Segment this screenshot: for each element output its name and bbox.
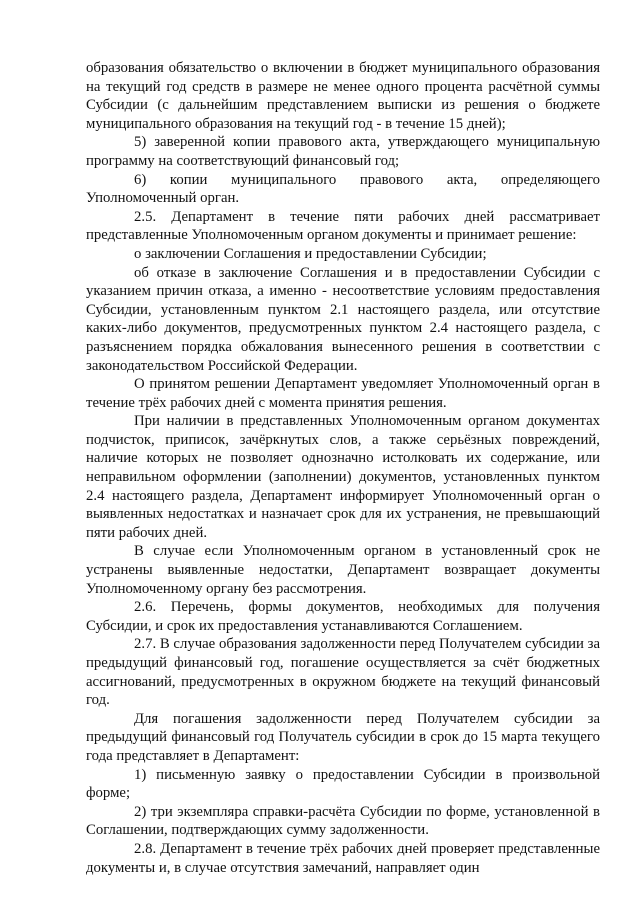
paragraph: 1) письменную заявку о предоставлении Субсидии в произвольной форме; bbox=[86, 766, 600, 802]
paragraph: В случае если Уполномоченным органом в установленный срок не устранены выявленные недостатки, Департамент возвращает документы Уполномоченному органу без рассмотрения. bbox=[86, 543, 600, 597]
paragraph: При наличии в представленных Уполномоченным органом документах подчисток, приписок, зачёркнутых слов, а также серьёзных повреждений, наличие которых не позволяет однозначно истолковать их содержание, или неправильном оформлении (заполнении) документов, установленных пунктом 2.4 настоящего раздела, Департамент информирует Уполномоченный орган о выявленных недостатках и назначает срок для их устранения, не превышающий пяти рабочих дней. bbox=[86, 413, 600, 541]
paragraph: об отказе в заключение Соглашения и в предоставлении Субсидии с указанием причин отказа, а именно - несоответствие условиям предоставления Субсидии, установленным пунктом 2.1 настоящего раздела, или отсутствие каких-либо документов, предусмотренных пунктом 2.4 настоящего раздела, с разъяснением порядка обжалования вынесенного решения в соответствии с законодательством Российской Федерации. bbox=[86, 264, 600, 374]
paragraph: о заключении Соглашения и предоставлении Субсидии; bbox=[134, 245, 487, 262]
paragraph: О принятом решении Департамент уведомляет Уполномоченный орган в течение трёх рабочих дней с момента принятия решения. bbox=[86, 376, 600, 411]
paragraph: 2) три экземпляра справки-расчёта Субсидии по форме, установленной в Соглашении, подтверждающих сумму задолженности. bbox=[86, 803, 600, 839]
paragraph: 6) копии муниципального правового акта, определяющего Уполномоченный орган. bbox=[86, 171, 600, 207]
paragraph: 2.7. В случае образования задолженности перед Получателем субсидии за предыдущий финансовый год, погашение осуществляется за счёт бюджетных ассигнований, предусмотренных в окружном бюджете на текущий финансовый год. bbox=[86, 636, 600, 709]
paragraph: образования обязательство о включении в бюджет муниципального образования на текущий год средств в размере не менее одного процента расчётной суммы Субсидии (с дальнейшим представлением выписки из решения о бюджете муниципального образования на текущий год - в течение 15 дней); bbox=[86, 60, 600, 132]
paragraph: Для погашения задолженности перед Получателем субсидии за предыдущий финансовый год Получатель субсидии в срок до 15 марта текущего года представляет в Департамент: bbox=[86, 710, 600, 764]
document-body bbox=[86, 59, 600, 877]
paragraph: 2.6. Перечень, формы документов, необходимых для получения Субсидии, и срок их предоставления устанавливаются Соглашением. bbox=[86, 599, 600, 634]
paragraph: 2.8. Департамент в течение трёх рабочих дней проверяет представленные документы и, в случае отсутствия замечаний, направляет один bbox=[86, 840, 600, 876]
paragraph: 5) заверенной копии правового акта, утверждающего муниципальную программу на соответствующий финансовый год; bbox=[86, 134, 600, 169]
paragraph: 2.5. Департамент в течение пяти рабочих дней рассматривает представленные Уполномоченным органом документы и принимает решение: bbox=[86, 208, 600, 244]
